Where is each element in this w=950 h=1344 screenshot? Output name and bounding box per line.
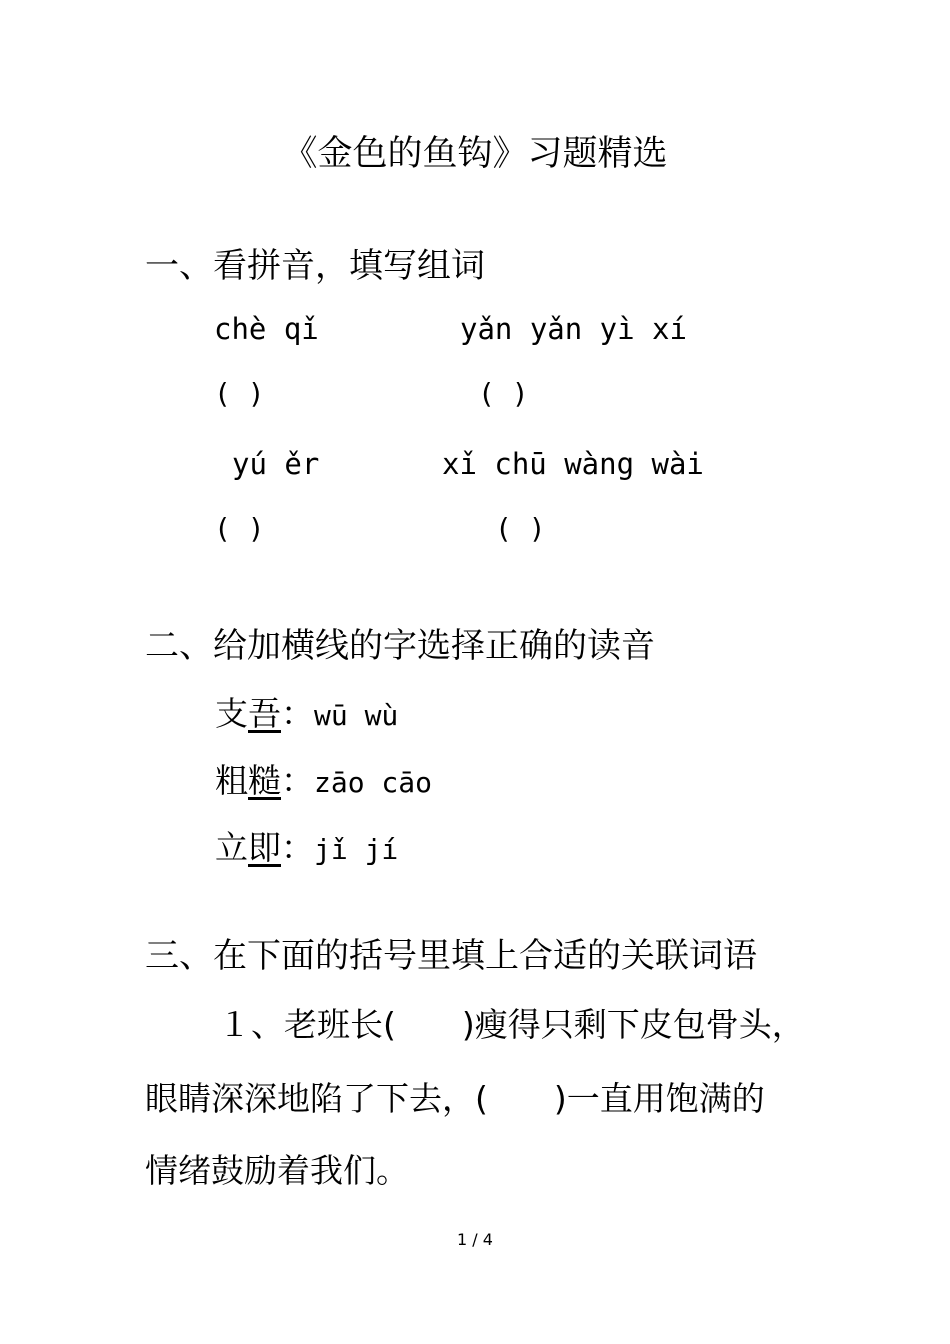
answer-blank-2: ( ) <box>478 377 529 410</box>
page-title: 《金色的鱼钩》习题精选 <box>282 134 668 174</box>
page-number: 1 / 4 <box>457 1230 493 1249</box>
reading-item-prefix: 支 <box>215 694 248 733</box>
question-line-2: 眼睛深深地陷了下去，( )一直用饱满的 <box>145 1079 765 1118</box>
section1-heading: 一、看拼音，填写组词 <box>145 246 485 286</box>
section2-heading: 二、给加横线的字选择正确的读音 <box>145 626 655 666</box>
pronunciation-options: zāo cāo <box>314 766 433 799</box>
answer-blank-1: ( ) <box>214 377 265 410</box>
reading-item-colon: ： <box>281 694 314 733</box>
reading-item-2 <box>215 755 432 802</box>
pinyin-item-3: yú ěr <box>232 447 320 481</box>
underlined-char: 即 <box>248 828 281 867</box>
reading-item-colon: ： <box>281 828 314 867</box>
pinyin-item-2: yǎn yǎn yì xí <box>460 312 687 346</box>
question-line-3: 情绪鼓励着我们。 <box>145 1151 409 1190</box>
reading-item-colon: ： <box>281 761 314 800</box>
underlined-char: 吾 <box>248 694 281 733</box>
answer-blank-3: ( ) <box>214 512 265 545</box>
pinyin-item-4: xǐ chū wàng wài <box>442 447 704 481</box>
underlined-char: 糙 <box>248 761 281 800</box>
pronunciation-options: jǐ jí <box>314 833 399 866</box>
question-line-1: １、老班长( )瘦得只剩下皮包骨头， <box>218 1005 805 1044</box>
pinyin-item-1: chè qǐ <box>214 312 319 346</box>
reading-item-prefix: 立 <box>215 828 248 867</box>
reading-item-3 <box>215 822 398 869</box>
pronunciation-options: wū wù <box>314 699 399 732</box>
reading-item-prefix: 粗 <box>215 761 248 800</box>
section3-heading: 三、在下面的括号里填上合适的关联词语 <box>145 936 757 976</box>
reading-item-1 <box>215 688 398 735</box>
answer-blank-4: ( ) <box>495 512 546 545</box>
